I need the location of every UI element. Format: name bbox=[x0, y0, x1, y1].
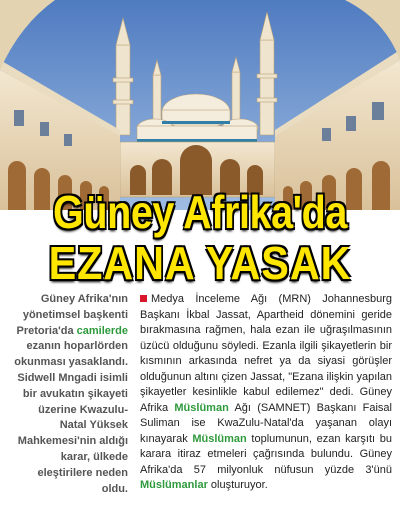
headline-line1: Güney Afrika'da bbox=[53, 186, 347, 238]
body-text-1: Medya İnceleme Ağı (MRN) Johannesburg Başkanı İkbal Jassat, Apartheid dönemini geride bırakmasına rağmen, hala ezan ile uğraşılmasının üzücü olduğunu söyledi. Ezanla ilgili şikayetlerin bir kısmının arkasında nefret ya da siyasi görüşler olduğunun altını çizen Jassat, "Ezana ilişkin yapılan şikayetler kesinlikle kabul edilemez" dedi. Güney Afrika bbox=[140, 293, 392, 414]
body-highlight-3: Müslümanlar bbox=[140, 479, 208, 491]
bullet-square-icon bbox=[140, 295, 147, 302]
body-highlight-2: Müslüman bbox=[192, 432, 247, 445]
body-text-4: oluşturuyor. bbox=[207, 479, 268, 491]
body-text-2: Ağı (SAMNET) Başkanı Faisal Suliman ise KwaZulu-Natal'da yaşanan olayı kınayarak bbox=[140, 401, 392, 445]
lead-paragraph bbox=[14, 292, 128, 497]
lead-text-1: Güney Afrika'nın yönetimsel başkenti Pretoria'da bbox=[16, 293, 128, 337]
lead-highlight: camilerde bbox=[76, 324, 128, 337]
body-text-3: toplumunun, ezan karşıtı bu karara itiraz etmeleri çağrısında bulundu. Güney Afrika'da 57 milyonluk nüfusun yüzde 3'ünü bbox=[140, 432, 392, 476]
body-highlight-1: Müslüman bbox=[174, 401, 229, 414]
headline bbox=[0, 186, 400, 288]
mosque-photo bbox=[0, 0, 400, 210]
lead-text-2: ezanın hoparlörden okunması yasaklandı. Sidwell Mngadi isimli bir avukatın şikayeti üzerine Kwazulu-Natal Yüksek Mahkemesi'nin aldığı karar, ülkede eleştirilere neden oldu. bbox=[14, 340, 128, 495]
body-paragraph bbox=[140, 292, 392, 494]
headline-line2: EZANA YASAK bbox=[48, 237, 352, 289]
